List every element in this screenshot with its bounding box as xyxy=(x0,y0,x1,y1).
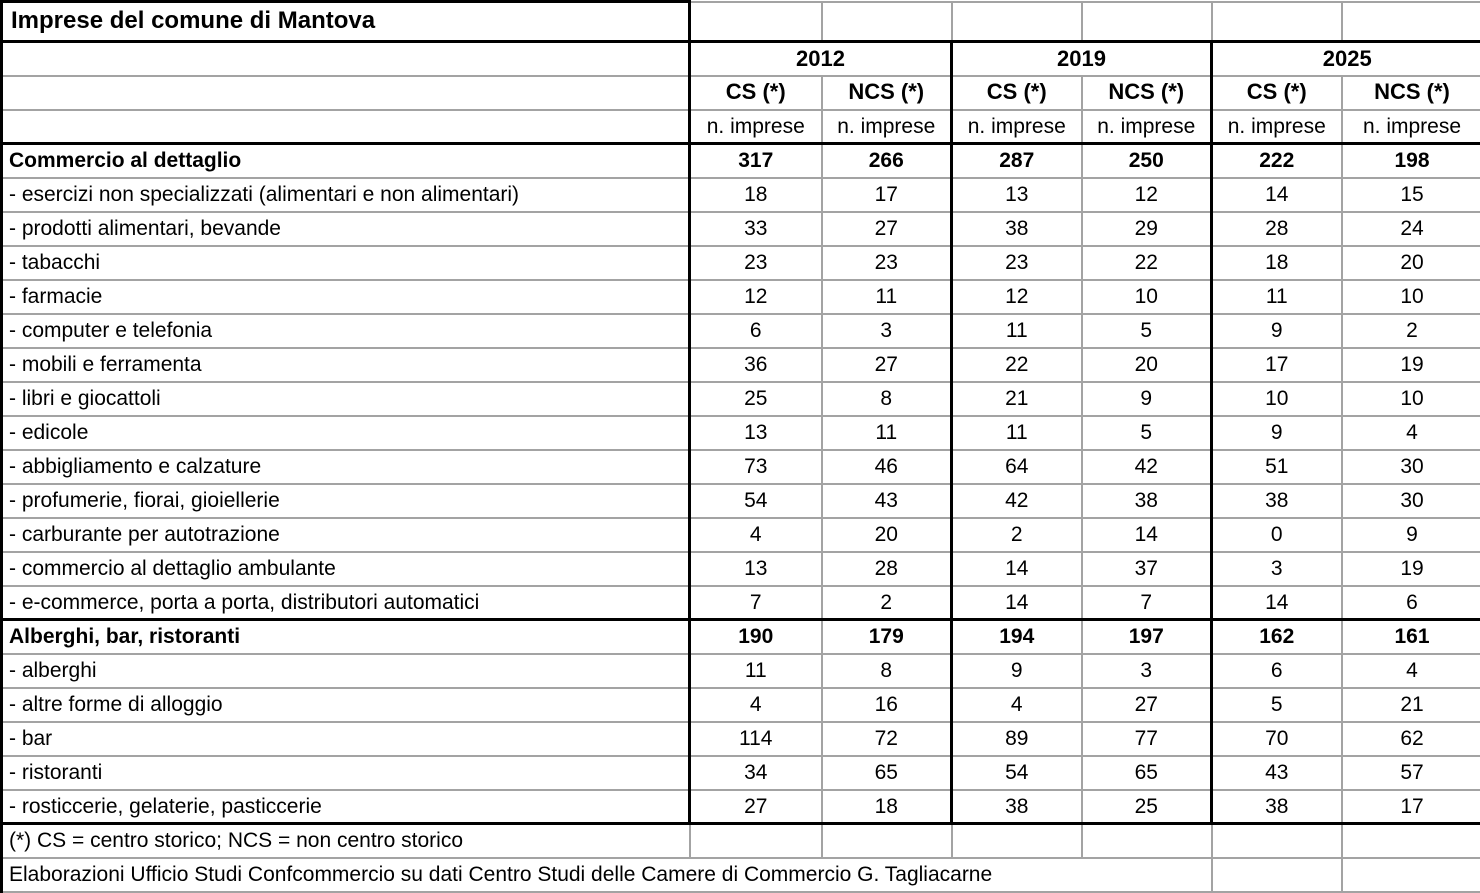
cell-value: 10 xyxy=(1342,280,1480,314)
cell-value: 22 xyxy=(952,348,1082,382)
year-header-row xyxy=(2,42,1480,76)
table-row xyxy=(2,314,1480,348)
row-label: - mobili e ferramenta xyxy=(2,348,690,382)
cell-value: 2 xyxy=(1342,314,1480,348)
cell-value: 20 xyxy=(1082,348,1212,382)
cell-value: 14 xyxy=(952,552,1082,586)
row-label: Alberghi, bar, ristoranti xyxy=(2,620,690,654)
table-row xyxy=(2,688,1480,722)
cell-value: 42 xyxy=(952,484,1082,518)
cell-value: 20 xyxy=(822,518,952,552)
row-label: - prodotti alimentari, bevande xyxy=(2,212,690,246)
row-label: - ristoranti xyxy=(2,756,690,790)
cell-value: 14 xyxy=(1212,178,1342,212)
cell-value: 14 xyxy=(952,586,1082,620)
cell-value: 30 xyxy=(1342,484,1480,518)
cell-value: 27 xyxy=(822,348,952,382)
cell-value: 25 xyxy=(1082,790,1212,824)
empty-cell xyxy=(952,2,1082,42)
cell-value: 4 xyxy=(1342,654,1480,688)
cell-value: 43 xyxy=(822,484,952,518)
cell-value: 5 xyxy=(1082,314,1212,348)
cell-value: 179 xyxy=(822,620,952,654)
row-label: - esercizi non specializzati (alimentari e non alimentari) xyxy=(2,178,690,212)
cell-value: 21 xyxy=(1342,688,1480,722)
cell-value: 14 xyxy=(1082,518,1212,552)
cell-value: 17 xyxy=(822,178,952,212)
cell-value: 13 xyxy=(952,178,1082,212)
cell-value: 12 xyxy=(952,280,1082,314)
table-row xyxy=(2,348,1480,382)
cell-value: 6 xyxy=(1342,586,1480,620)
cell-value: 114 xyxy=(690,722,822,756)
cell-value: 7 xyxy=(1082,586,1212,620)
cell-value: 34 xyxy=(690,756,822,790)
table-row xyxy=(2,178,1480,212)
cell-value: 23 xyxy=(822,246,952,280)
cell-value: 28 xyxy=(1212,212,1342,246)
table-row xyxy=(2,280,1480,314)
year-header-2025: 2025 xyxy=(1212,42,1480,76)
row-label: - e-commerce, porta a porta, distributori automatici xyxy=(2,586,690,620)
row-label: - libri e giocattoli xyxy=(2,382,690,416)
cell-value: 0 xyxy=(1212,518,1342,552)
cell-value: 11 xyxy=(1212,280,1342,314)
cell-value: 8 xyxy=(822,382,952,416)
cell-value: 287 xyxy=(952,144,1082,178)
table-row xyxy=(2,586,1480,620)
year-header-2012: 2012 xyxy=(690,42,952,76)
empty-cell xyxy=(2,76,690,110)
cell-value: 17 xyxy=(1342,790,1480,824)
table-row xyxy=(2,484,1480,518)
table-row xyxy=(2,416,1480,450)
unit-header: n. imprese xyxy=(822,110,952,144)
cell-value: 33 xyxy=(690,212,822,246)
row-label: - commercio al dettaglio ambulante xyxy=(2,552,690,586)
unit-header: n. imprese xyxy=(1342,110,1480,144)
cell-value: 18 xyxy=(822,790,952,824)
unit-header: n. imprese xyxy=(952,110,1082,144)
empty-cell xyxy=(1212,858,1342,892)
empty-cell xyxy=(1082,824,1212,858)
cell-value: 10 xyxy=(1212,382,1342,416)
table-row xyxy=(2,382,1480,416)
cell-value: 29 xyxy=(1082,212,1212,246)
cell-value: 30 xyxy=(1342,450,1480,484)
cell-value: 72 xyxy=(822,722,952,756)
empty-cell xyxy=(1342,858,1480,892)
empty-cell xyxy=(952,824,1082,858)
cell-value: 13 xyxy=(690,416,822,450)
cell-value: 9 xyxy=(1342,518,1480,552)
unit-header: n. imprese xyxy=(1212,110,1342,144)
cell-value: 37 xyxy=(1082,552,1212,586)
cell-value: 36 xyxy=(690,348,822,382)
cell-value: 38 xyxy=(1212,790,1342,824)
cell-value: 65 xyxy=(822,756,952,790)
cell-value: 51 xyxy=(1212,450,1342,484)
cell-value: 18 xyxy=(690,178,822,212)
cell-value: 162 xyxy=(1212,620,1342,654)
row-label: - farmacie xyxy=(2,280,690,314)
col-header-cs: CS (*) xyxy=(690,76,822,110)
empty-cell xyxy=(1342,2,1480,42)
cell-value: 4 xyxy=(952,688,1082,722)
empty-cell xyxy=(1342,824,1480,858)
area-header-row xyxy=(2,76,1480,110)
cell-value: 27 xyxy=(1082,688,1212,722)
source-note: Elaborazioni Ufficio Studi Confcommercio su dati Centro Studi delle Camere di Commercio G. Tagliacarne xyxy=(2,858,1212,892)
cell-value: 23 xyxy=(952,246,1082,280)
cell-value: 42 xyxy=(1082,450,1212,484)
cell-value: 27 xyxy=(690,790,822,824)
cell-value: 38 xyxy=(1082,484,1212,518)
cell-value: 15 xyxy=(1342,178,1480,212)
row-label: - alberghi xyxy=(2,654,690,688)
cell-value: 16 xyxy=(822,688,952,722)
table-row xyxy=(2,518,1480,552)
year-header-2019: 2019 xyxy=(952,42,1212,76)
footnote-row xyxy=(2,824,1480,858)
row-label: - tabacchi xyxy=(2,246,690,280)
cell-value: 18 xyxy=(1212,246,1342,280)
table-row xyxy=(2,790,1480,824)
empty-cell xyxy=(2,42,690,76)
cell-value: 5 xyxy=(1212,688,1342,722)
empty-cell xyxy=(1082,2,1212,42)
empty-cell xyxy=(690,824,822,858)
row-label: - computer e telefonia xyxy=(2,314,690,348)
cell-value: 73 xyxy=(690,450,822,484)
section-row xyxy=(2,144,1480,178)
empty-cell xyxy=(822,2,952,42)
cell-value: 21 xyxy=(952,382,1082,416)
table-title: Imprese del comune di Mantova xyxy=(2,2,690,42)
cell-value: 70 xyxy=(1212,722,1342,756)
cell-value: 9 xyxy=(1082,382,1212,416)
row-label: - bar xyxy=(2,722,690,756)
table-row xyxy=(2,212,1480,246)
cell-value: 11 xyxy=(690,654,822,688)
row-label: - profumerie, fiorai, gioiellerie xyxy=(2,484,690,518)
row-label: Commercio al dettaglio xyxy=(2,144,690,178)
cell-value: 19 xyxy=(1342,348,1480,382)
cell-value: 5 xyxy=(1082,416,1212,450)
cell-value: 8 xyxy=(822,654,952,688)
cell-value: 17 xyxy=(1212,348,1342,382)
unit-header-row xyxy=(2,110,1480,144)
cell-value: 22 xyxy=(1082,246,1212,280)
cell-value: 3 xyxy=(822,314,952,348)
cell-value: 222 xyxy=(1212,144,1342,178)
cell-value: 27 xyxy=(822,212,952,246)
cell-value: 12 xyxy=(1082,178,1212,212)
row-label: - abbigliamento e calzature xyxy=(2,450,690,484)
empty-cell xyxy=(2,110,690,144)
table-row xyxy=(2,246,1480,280)
cell-value: 13 xyxy=(690,552,822,586)
cell-value: 3 xyxy=(1082,654,1212,688)
unit-header: n. imprese xyxy=(1082,110,1212,144)
cell-value: 198 xyxy=(1342,144,1480,178)
cell-value: 4 xyxy=(690,518,822,552)
cell-value: 14 xyxy=(1212,586,1342,620)
cell-value: 57 xyxy=(1342,756,1480,790)
cell-value: 38 xyxy=(952,790,1082,824)
row-label: - carburante per autotrazione xyxy=(2,518,690,552)
cell-value: 2 xyxy=(952,518,1082,552)
col-header-ncs: NCS (*) xyxy=(1082,76,1212,110)
title-row xyxy=(2,2,1480,42)
cell-value: 43 xyxy=(1212,756,1342,790)
cell-value: 9 xyxy=(1212,416,1342,450)
cell-value: 54 xyxy=(952,756,1082,790)
cell-value: 12 xyxy=(690,280,822,314)
cell-value: 4 xyxy=(1342,416,1480,450)
cell-value: 38 xyxy=(952,212,1082,246)
cell-value: 25 xyxy=(690,382,822,416)
cell-value: 10 xyxy=(1342,382,1480,416)
cell-value: 11 xyxy=(952,314,1082,348)
cell-value: 11 xyxy=(822,416,952,450)
cell-value: 3 xyxy=(1212,552,1342,586)
cell-value: 317 xyxy=(690,144,822,178)
table-row xyxy=(2,756,1480,790)
cell-value: 23 xyxy=(690,246,822,280)
col-header-ncs: NCS (*) xyxy=(822,76,952,110)
footnote: (*) CS = centro storico; NCS = non centro storico xyxy=(2,824,690,858)
cell-value: 2 xyxy=(822,586,952,620)
cell-value: 54 xyxy=(690,484,822,518)
table-row xyxy=(2,722,1480,756)
table-row xyxy=(2,654,1480,688)
cell-value: 7 xyxy=(690,586,822,620)
cell-value: 250 xyxy=(1082,144,1212,178)
cell-value: 194 xyxy=(952,620,1082,654)
section-row xyxy=(2,620,1480,654)
cell-value: 77 xyxy=(1082,722,1212,756)
cell-value: 11 xyxy=(952,416,1082,450)
cell-value: 9 xyxy=(1212,314,1342,348)
cell-value: 89 xyxy=(952,722,1082,756)
cell-value: 4 xyxy=(690,688,822,722)
table-row xyxy=(2,552,1480,586)
col-header-cs: CS (*) xyxy=(952,76,1082,110)
row-label: - altre forme di alloggio xyxy=(2,688,690,722)
cell-value: 62 xyxy=(1342,722,1480,756)
empty-cell xyxy=(822,824,952,858)
empty-cell xyxy=(1212,824,1342,858)
cell-value: 28 xyxy=(822,552,952,586)
source-row xyxy=(2,858,1480,892)
cell-value: 38 xyxy=(1212,484,1342,518)
cell-value: 65 xyxy=(1082,756,1212,790)
col-header-cs: CS (*) xyxy=(1212,76,1342,110)
col-header-ncs: NCS (*) xyxy=(1342,76,1480,110)
cell-value: 46 xyxy=(822,450,952,484)
cell-value: 11 xyxy=(822,280,952,314)
cell-value: 6 xyxy=(1212,654,1342,688)
row-label: - edicole xyxy=(2,416,690,450)
cell-value: 197 xyxy=(1082,620,1212,654)
unit-header: n. imprese xyxy=(690,110,822,144)
cell-value: 20 xyxy=(1342,246,1480,280)
cell-value: 24 xyxy=(1342,212,1480,246)
cell-value: 190 xyxy=(690,620,822,654)
empty-cell xyxy=(690,2,822,42)
cell-value: 161 xyxy=(1342,620,1480,654)
cell-value: 10 xyxy=(1082,280,1212,314)
cell-value: 19 xyxy=(1342,552,1480,586)
cell-value: 6 xyxy=(690,314,822,348)
empty-cell xyxy=(1212,2,1342,42)
cell-value: 266 xyxy=(822,144,952,178)
table-row xyxy=(2,450,1480,484)
cell-value: 9 xyxy=(952,654,1082,688)
row-label: - rosticcerie, gelaterie, pasticcerie xyxy=(2,790,690,824)
cell-value: 64 xyxy=(952,450,1082,484)
